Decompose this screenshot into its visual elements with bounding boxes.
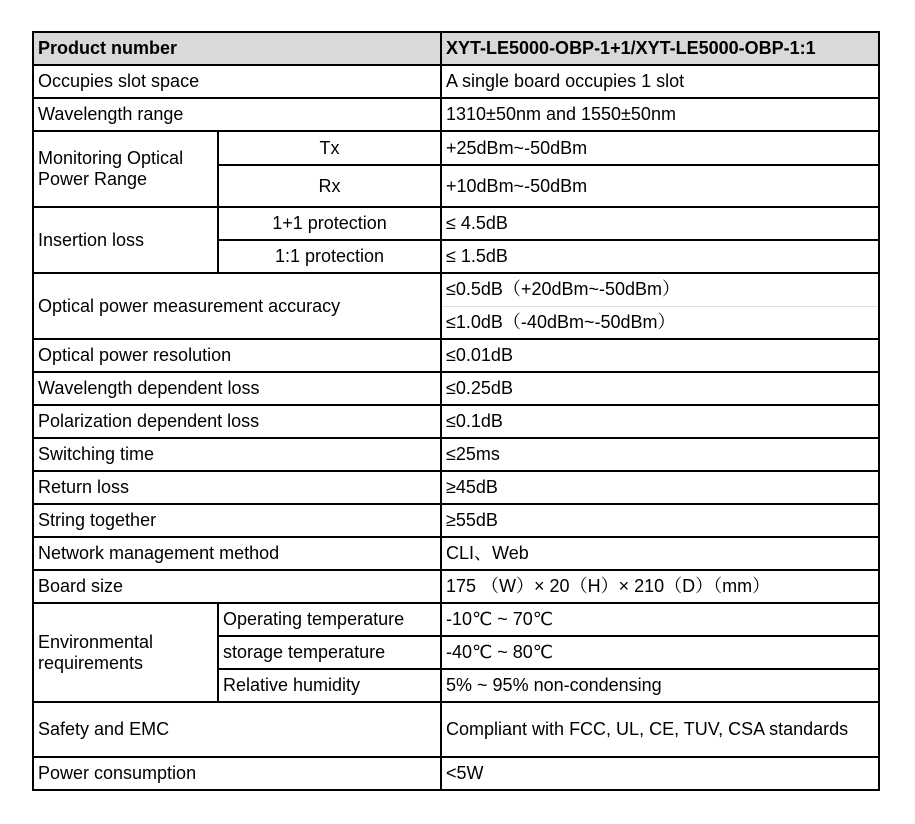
wavelength-label: Wavelength range	[33, 98, 441, 131]
table-row	[33, 65, 879, 98]
table-row	[33, 98, 879, 131]
wdl-label: Wavelength dependent loss	[33, 372, 441, 405]
table-row	[33, 438, 879, 471]
safety-label: Safety and EMC	[33, 702, 441, 757]
storage-temp-value: -40℃ ~ 80℃	[441, 636, 879, 669]
operating-temp-label: Operating temperature	[218, 603, 441, 636]
table-row	[33, 504, 879, 537]
table-row	[33, 570, 879, 603]
table-row	[33, 757, 879, 790]
table-row	[33, 131, 879, 165]
resolution-label: Optical power resolution	[33, 339, 441, 372]
monitoring-label: Monitoring Optical Power Range	[33, 131, 218, 207]
table-row	[33, 405, 879, 438]
storage-temp-label: storage temperature	[218, 636, 441, 669]
accuracy-value-2: ≤1.0dB（-40dBm~-50dBm）	[441, 306, 879, 339]
return-loss-value: ≥45dB	[441, 471, 879, 504]
rx-label: Rx	[218, 165, 441, 207]
table-row-header	[33, 32, 879, 65]
board-label: Board size	[33, 570, 441, 603]
table-row	[33, 603, 879, 636]
header-value: XYT-LE5000-OBP-1+1/XYT-LE5000-OBP-1:1	[441, 32, 879, 65]
protection-1plus1-value: ≤ 4.5dB	[441, 207, 879, 240]
pdl-value: ≤0.1dB	[441, 405, 879, 438]
table-row	[33, 471, 879, 504]
table-row	[33, 537, 879, 570]
pdl-label: Polarization dependent loss	[33, 405, 441, 438]
protection-1plus1-label: 1+1 protection	[218, 207, 441, 240]
network-label: Network management method	[33, 537, 441, 570]
wdl-value: ≤0.25dB	[441, 372, 879, 405]
rx-value: +10dBm~-50dBm	[441, 165, 879, 207]
operating-temp-value: -10℃ ~ 70℃	[441, 603, 879, 636]
power-label: Power consumption	[33, 757, 441, 790]
table-row	[33, 702, 879, 757]
insertion-label: Insertion loss	[33, 207, 218, 273]
header-label: Product number	[33, 32, 441, 65]
switching-label: Switching time	[33, 438, 441, 471]
switching-value: ≤25ms	[441, 438, 879, 471]
spec-table	[32, 31, 880, 791]
table-row	[33, 207, 879, 240]
accuracy-label: Optical power measurement accuracy	[33, 273, 441, 339]
environment-label: Environmental requirements	[33, 603, 218, 702]
table-row	[33, 273, 879, 306]
resolution-value: ≤0.01dB	[441, 339, 879, 372]
table-row	[33, 339, 879, 372]
table-row	[33, 372, 879, 405]
safety-value: Compliant with FCC, UL, CE, TUV, CSA standards	[441, 702, 879, 757]
humidity-value: 5% ~ 95% non-condensing	[441, 669, 879, 702]
humidity-label: Relative humidity	[218, 669, 441, 702]
protection-1to1-label: 1:1 protection	[218, 240, 441, 273]
slot-value: A single board occupies 1 slot	[441, 65, 879, 98]
return-loss-label: Return loss	[33, 471, 441, 504]
board-value: 175 （W）× 20（H）× 210（D）（mm）	[441, 570, 879, 603]
wavelength-value: 1310±50nm and 1550±50nm	[441, 98, 879, 131]
slot-label: Occupies slot space	[33, 65, 441, 98]
protection-1to1-value: ≤ 1.5dB	[441, 240, 879, 273]
power-value: <5W	[441, 757, 879, 790]
string-label: String together	[33, 504, 441, 537]
network-value: CLI、Web	[441, 537, 879, 570]
accuracy-value-1: ≤0.5dB（+20dBm~-50dBm）	[441, 273, 879, 306]
tx-value: +25dBm~-50dBm	[441, 131, 879, 165]
string-value: ≥55dB	[441, 504, 879, 537]
tx-label: Tx	[218, 131, 441, 165]
